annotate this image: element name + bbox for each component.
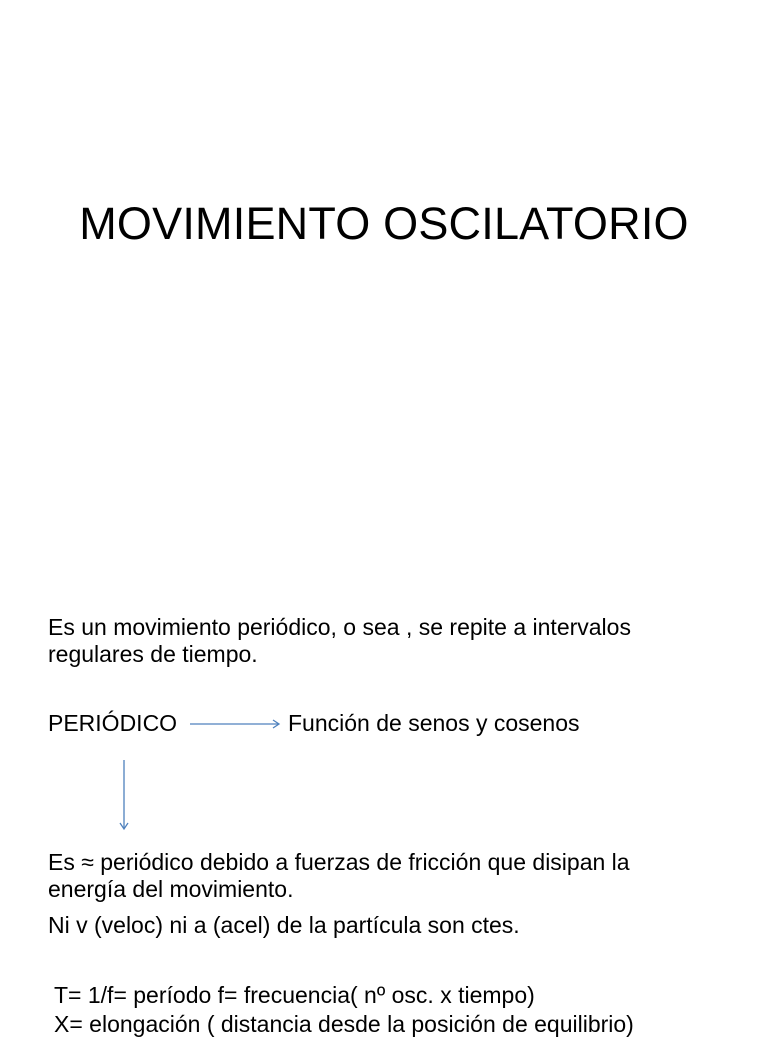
- approx-periodic-text: [48, 849, 630, 903]
- periodic-label: PERIÓDICO: [48, 710, 178, 736]
- definition-text: [48, 614, 631, 668]
- approx-line-2: energía del movimiento.: [48, 876, 294, 902]
- arrow-down-icon: [116, 760, 132, 832]
- definition-line-2: regulares de tiempo.: [48, 641, 258, 667]
- velocity-text: Ni v (veloc) ni a (acel) de la partícula son ctes.: [48, 912, 520, 938]
- period-formula: T= 1/f= período f= frecuencia( nº osc. x tiempo): [54, 982, 535, 1008]
- displacement-definition: X= elongación ( distancia desde la posición de equilibrio): [54, 1011, 634, 1037]
- slide-title: MOVIMIENTO OSCILATORIO: [79, 198, 689, 249]
- arrow-right-icon: [190, 716, 284, 732]
- definition-line-1: Es un movimiento periódico, o sea , se repite a intervalos: [48, 614, 631, 640]
- approx-line-1: Es ≈ periódico debido a fuerzas de fricción que disipan la: [48, 849, 630, 875]
- periodic-function: Función de senos y cosenos: [288, 710, 580, 736]
